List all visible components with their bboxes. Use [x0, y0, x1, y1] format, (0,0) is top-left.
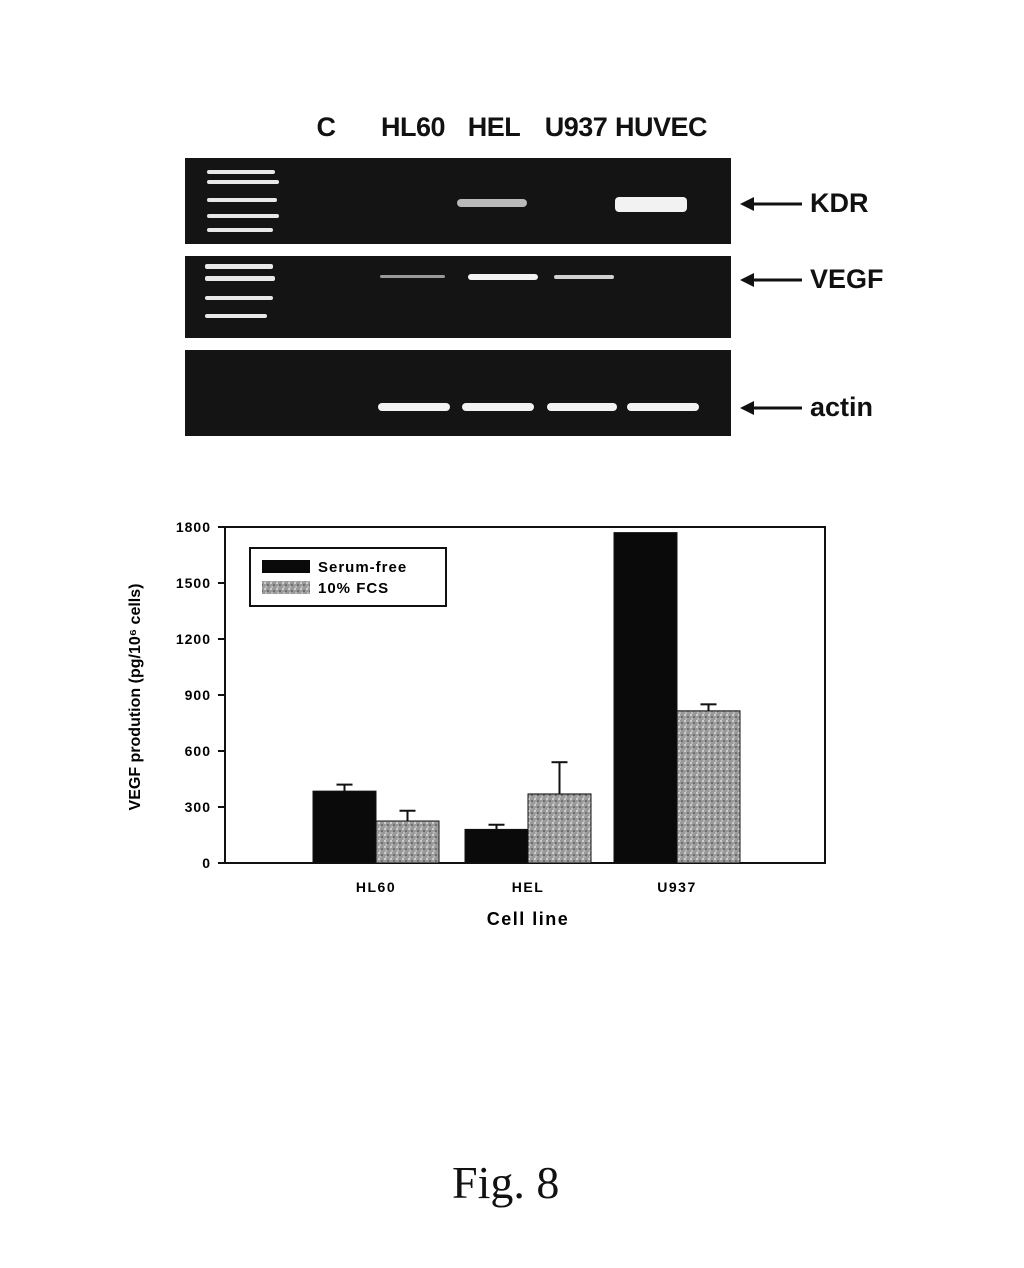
lane-label-c: C: [316, 112, 336, 142]
legend-label-serum-free: Serum-free: [318, 559, 408, 576]
marker-label-kdr: KDR: [810, 188, 869, 218]
y-tick-label: 1500: [175, 575, 211, 591]
marker-label-vegf: VEGF: [810, 264, 884, 294]
legend-label-10-fcs: 10% FCS: [318, 580, 390, 597]
x-axis-label: Cell line: [486, 909, 570, 929]
legend-swatch-serum-free: [262, 560, 310, 573]
bar-10-fcs-u937: [677, 711, 740, 863]
lane-label-u937: U937: [544, 112, 608, 142]
bar-serum-free-hel: [465, 829, 528, 863]
lane-label-huvec: HUVEC: [614, 112, 708, 142]
y-tick-label: 300: [184, 799, 211, 815]
lane-label-hl60: HL60: [380, 112, 446, 142]
figure-caption: Fig. 8: [452, 1157, 560, 1208]
legend-box: [250, 548, 446, 606]
x-tick-label: HL60: [355, 879, 397, 895]
marker-label-actin: actin: [810, 392, 874, 422]
legend-swatch-10-fcs: [262, 581, 310, 594]
x-tick-label: HEL: [511, 879, 545, 895]
lane-label-hel: HEL: [467, 112, 521, 142]
bar-10-fcs-hl60: [376, 821, 439, 863]
y-axis-label: VEGF prodution (pg/10⁶ cells): [127, 583, 144, 811]
y-tick-label: 600: [184, 743, 211, 759]
y-tick-label: 0: [202, 855, 211, 871]
bar-serum-free-u937: [614, 533, 677, 863]
y-tick-label: 1800: [175, 519, 211, 535]
legend: [250, 548, 446, 606]
x-tick-label: U937: [657, 879, 697, 895]
bar-10-fcs-hel: [528, 794, 591, 863]
y-tick-label: 1200: [175, 631, 211, 647]
bar-serum-free-hl60: [313, 791, 376, 863]
y-tick-label: 900: [184, 687, 211, 703]
